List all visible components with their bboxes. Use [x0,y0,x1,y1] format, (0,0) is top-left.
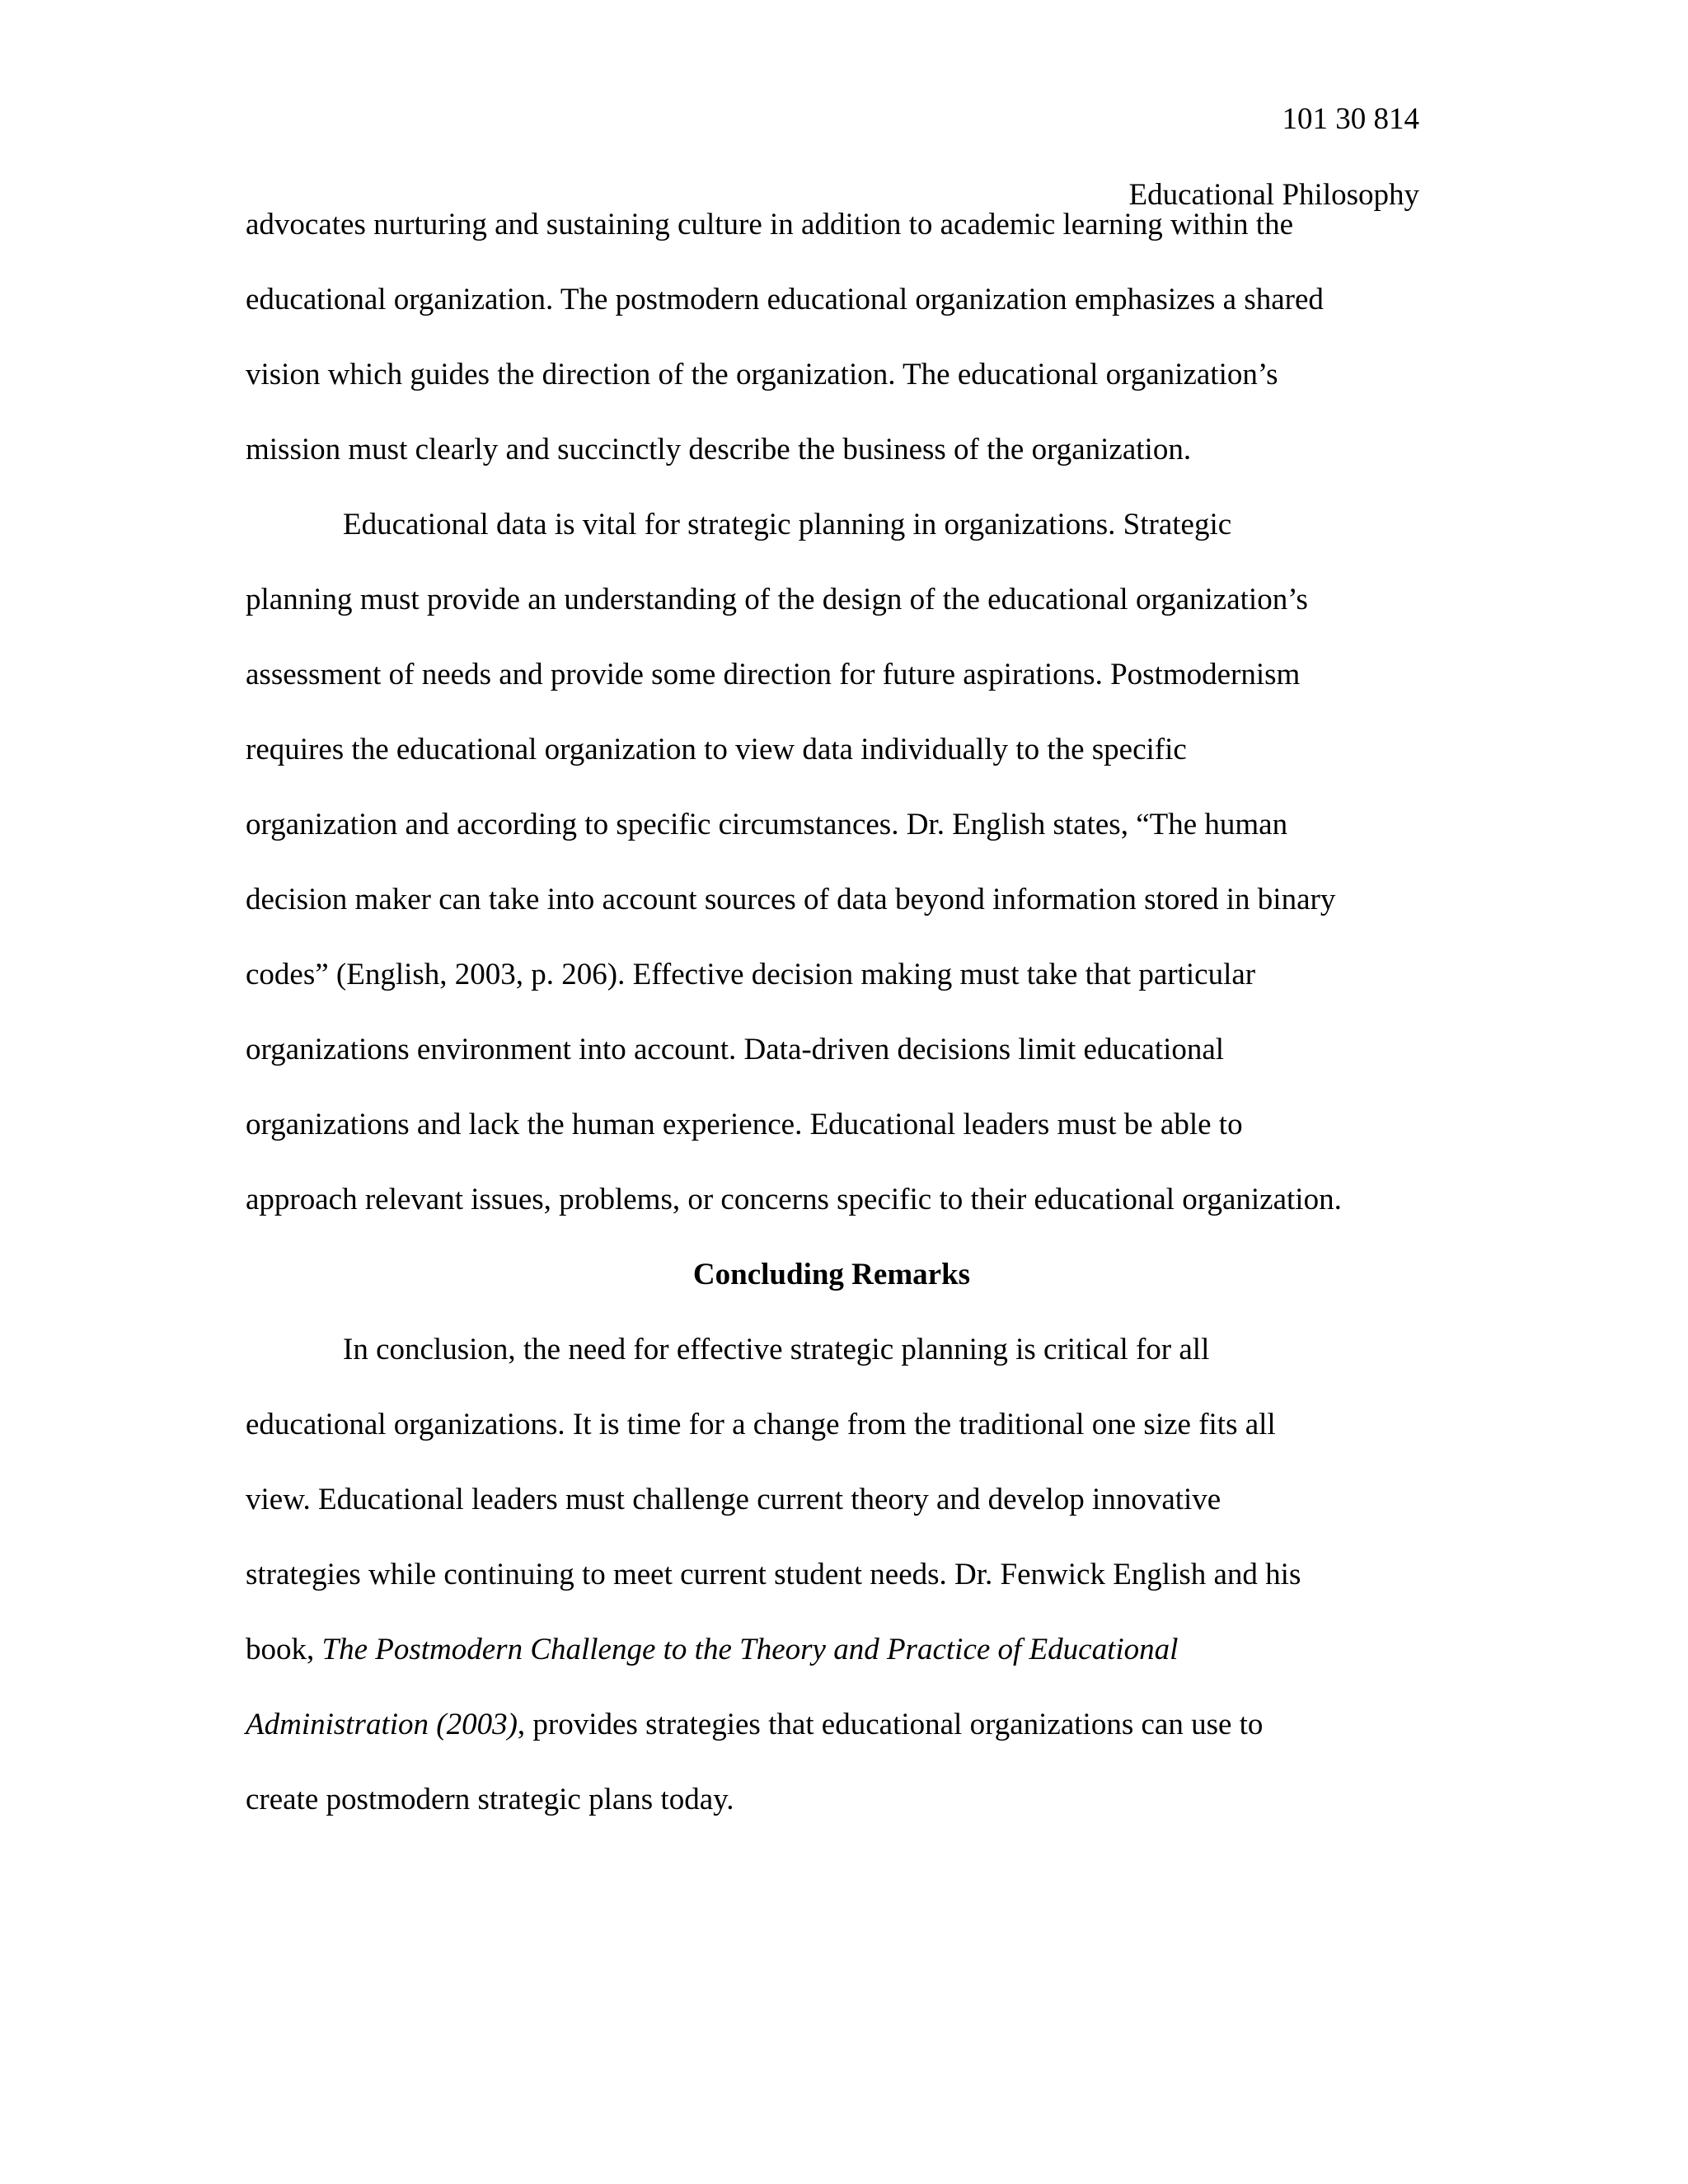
body-line: view. Educational leaders must challenge current theory and develop innovative [246,1483,1221,1516]
body-line: In conclusion, the need for effective strategic planning is critical for all [343,1333,1210,1366]
body-text: , provides strategies that educational organizations can use to [517,1708,1264,1741]
body-line: organizations and lack the human experience. Educational leaders must be able to [246,1108,1243,1141]
section-heading: Concluding Remarks [692,1258,971,1291]
body-line [246,1709,1263,1740]
body-line: approach relevant issues, problems, or concerns specific to their educational organization. [246,1183,1342,1216]
body-line [246,1634,1178,1665]
body-line: create postmodern strategic plans today. [246,1783,734,1816]
body-line: requires the educational organization to view data individually to the specific [246,733,1187,766]
body-line: Educational data is vital for strategic planning in organizations. Strategic [343,508,1232,541]
body-line: educational organization. The postmodern educational organization emphasizes a shared [246,283,1324,316]
body-line: assessment of needs and provide some direction for future aspirations. Postmodernism [246,658,1301,691]
book-title-italic: The Postmodern Challenge to the Theory and Practice of Educational [321,1633,1179,1666]
body-line: planning must provide an understanding of the design of the educational organization’s [246,583,1308,616]
page-number: 101 30 814 [1282,102,1419,136]
book-title-italic: Administration (2003) [246,1708,518,1741]
body-line: advocates nurturing and sustaining culture in addition to academic learning within the [246,208,1294,241]
body-line: educational organizations. It is time for a change from the traditional one size fits all [246,1408,1276,1441]
body-line: vision which guides the direction of the organization. The educational organization’s [246,358,1278,391]
body-line: mission must clearly and succinctly describe the business of the organization. [246,433,1192,466]
body-line: codes” (English, 2003, p. 206). Effective decision making must take that particular [246,958,1256,991]
body-line: decision maker can take into account sources of data beyond information stored in binary [246,883,1336,916]
body-line: organization and according to specific circumstances. Dr. English states, “The human [246,808,1288,841]
running-head-title: Educational Philosophy [1128,178,1419,212]
body-line: organizations environment into account. Data-driven decisions limit educational [246,1033,1225,1066]
body-text: book, [246,1633,322,1666]
body-line: strategies while continuing to meet current student needs. Dr. Fenwick English and his [246,1558,1301,1591]
